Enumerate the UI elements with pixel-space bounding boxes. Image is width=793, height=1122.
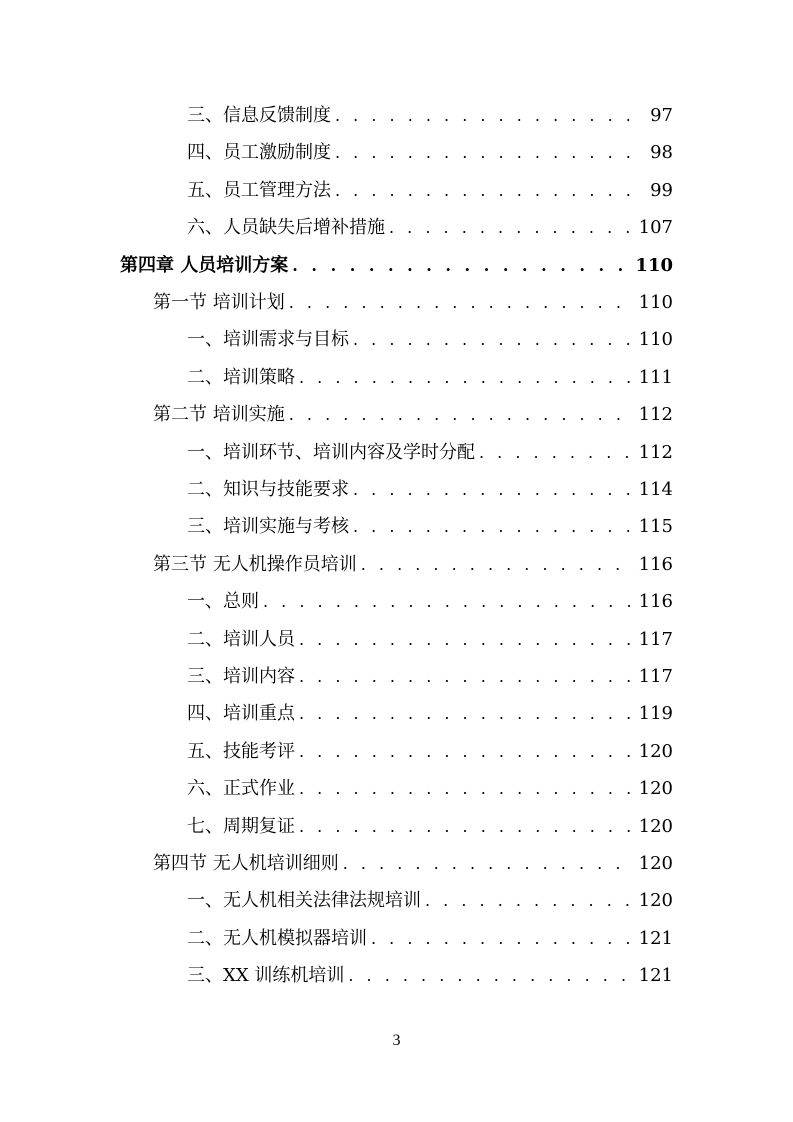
toc-entry-page: 114 [638,479,673,500]
toc-entry-item[interactable] [187,511,673,543]
toc-dot-leader [348,960,634,992]
toc-dot-leader [361,549,635,581]
toc-entry-page: 120 [638,815,673,837]
toc-entry-title: 第二节 培训实施 [153,404,285,426]
toc-entry-section[interactable] [153,549,673,581]
toc-entry-page: 97 [650,105,673,126]
toc-entry-page: 112 [638,404,673,426]
toc-entry-page: 116 [638,591,673,613]
toc-entry-page: 120 [638,853,673,874]
toc-entry-title: 第四节 无人机培训细则 [153,853,339,874]
toc-entry-section[interactable] [153,848,673,880]
toc-entry-item[interactable] [187,923,673,955]
toc-entry-title: 一、培训需求与目标 [187,329,349,351]
toc-entry-title: 六、正式作业 [187,778,295,800]
toc-entry-title: 三、培训内容 [187,666,295,687]
toc-entry-title: 七、周期复证 [187,815,295,837]
toc-entry-item[interactable] [187,100,673,132]
toc-entry-title: 第一节 培训计划 [153,292,285,313]
toc-dot-leader [299,736,635,768]
toc-entry-page: 117 [638,666,673,687]
toc-dot-leader [343,848,635,880]
toc-dot-leader [289,399,635,431]
toc-dot-leader [425,885,635,917]
toc-entry-item[interactable] [187,624,673,656]
toc-entry-title: 四、培训重点 [187,703,295,725]
toc-dot-leader [292,250,631,282]
toc-entry-page: 120 [638,740,673,762]
toc-entry-page: 111 [638,366,673,388]
toc-dot-leader [299,698,635,730]
toc-entry-title: 二、无人机模拟器培训 [187,927,367,949]
toc-entry-page: 110 [635,254,673,276]
toc-entry-item[interactable] [187,661,673,693]
toc-entry-item[interactable] [187,811,673,843]
toc-dot-leader [299,362,635,394]
toc-dot-leader [299,811,635,843]
toc-entry-title: 三、XX 训练机培训 [187,965,345,987]
toc-dot-leader [353,324,635,356]
toc-entry-page: 116 [638,553,673,575]
toc-entry-page: 110 [638,292,673,313]
toc-entry-page: 110 [638,329,673,351]
toc-entry-page: 107 [638,217,673,239]
toc-entry-page: 121 [638,965,673,987]
toc-entry-title: 五、员工管理方法 [187,179,331,201]
toc-entry-item[interactable] [187,437,673,469]
toc-entry-page: 121 [638,927,673,949]
toc-entry-page: 117 [638,628,673,650]
toc-entry-item[interactable] [187,324,673,356]
toc-entry-title: 二、培训策略 [187,366,295,388]
toc-entry-title: 一、无人机相关法律法规培训 [187,890,421,912]
toc-entry-title: 一、培训环节、培训内容及学时分配 [187,441,475,463]
toc-entry-page: 99 [650,179,673,201]
toc-entry-item[interactable] [187,362,673,394]
toc-entry-item[interactable] [187,773,673,805]
toc-entry-section[interactable] [153,287,673,319]
toc-entry-item[interactable] [187,586,673,618]
toc-entry-page: 98 [650,142,673,164]
toc-entry-title: 五、技能考评 [187,740,295,762]
toc-entry-item[interactable] [187,885,673,917]
toc-entry-item[interactable] [187,736,673,768]
toc-entry-page: 120 [638,778,673,800]
toc-entry-page: 119 [638,703,673,725]
toc-entry-item[interactable] [187,960,673,992]
toc-entry-item[interactable] [187,698,673,730]
toc-dot-leader [371,923,635,955]
toc-entry-title: 三、信息反馈制度 [187,105,331,126]
toc-dot-leader [353,474,635,506]
toc-entry-title: 四、员工激励制度 [187,142,331,164]
toc-entry-page: 120 [638,890,673,912]
toc-entry-title: 六、人员缺失后增补措施 [187,217,385,239]
toc-dot-leader [335,137,639,169]
page-number: 3 [392,1032,401,1049]
toc-entry-page: 115 [638,516,673,538]
toc-entry-item[interactable] [187,474,673,506]
toc-entry-title: 三、培训实施与考核 [187,516,349,538]
toc-dot-leader [299,624,635,656]
toc-entry-title: 二、培训人员 [187,628,295,650]
toc-dot-leader [299,661,635,693]
toc-dot-leader [335,175,639,207]
toc-entry-title: 第三节 无人机操作员培训 [153,553,357,575]
toc-dot-leader [289,287,635,319]
toc-dot-leader [353,511,635,543]
toc-entry-section[interactable] [153,399,673,431]
toc-entry-chapter[interactable] [120,250,673,282]
toc-entry-title: 第四章 人员培训方案 [120,254,289,276]
toc-dot-leader [389,212,635,244]
toc-dot-leader [263,586,635,618]
toc-entry-item[interactable] [187,137,673,169]
toc-entry-item[interactable] [187,212,673,244]
toc-entry-title: 二、知识与技能要求 [187,479,349,500]
toc-dot-leader [299,773,635,805]
toc-entry-item[interactable] [187,175,673,207]
toc-entry-title: 一、总则 [187,591,259,613]
toc-entry-page: 112 [638,441,673,463]
toc-dot-leader [335,100,639,132]
toc-dot-leader [479,437,635,469]
